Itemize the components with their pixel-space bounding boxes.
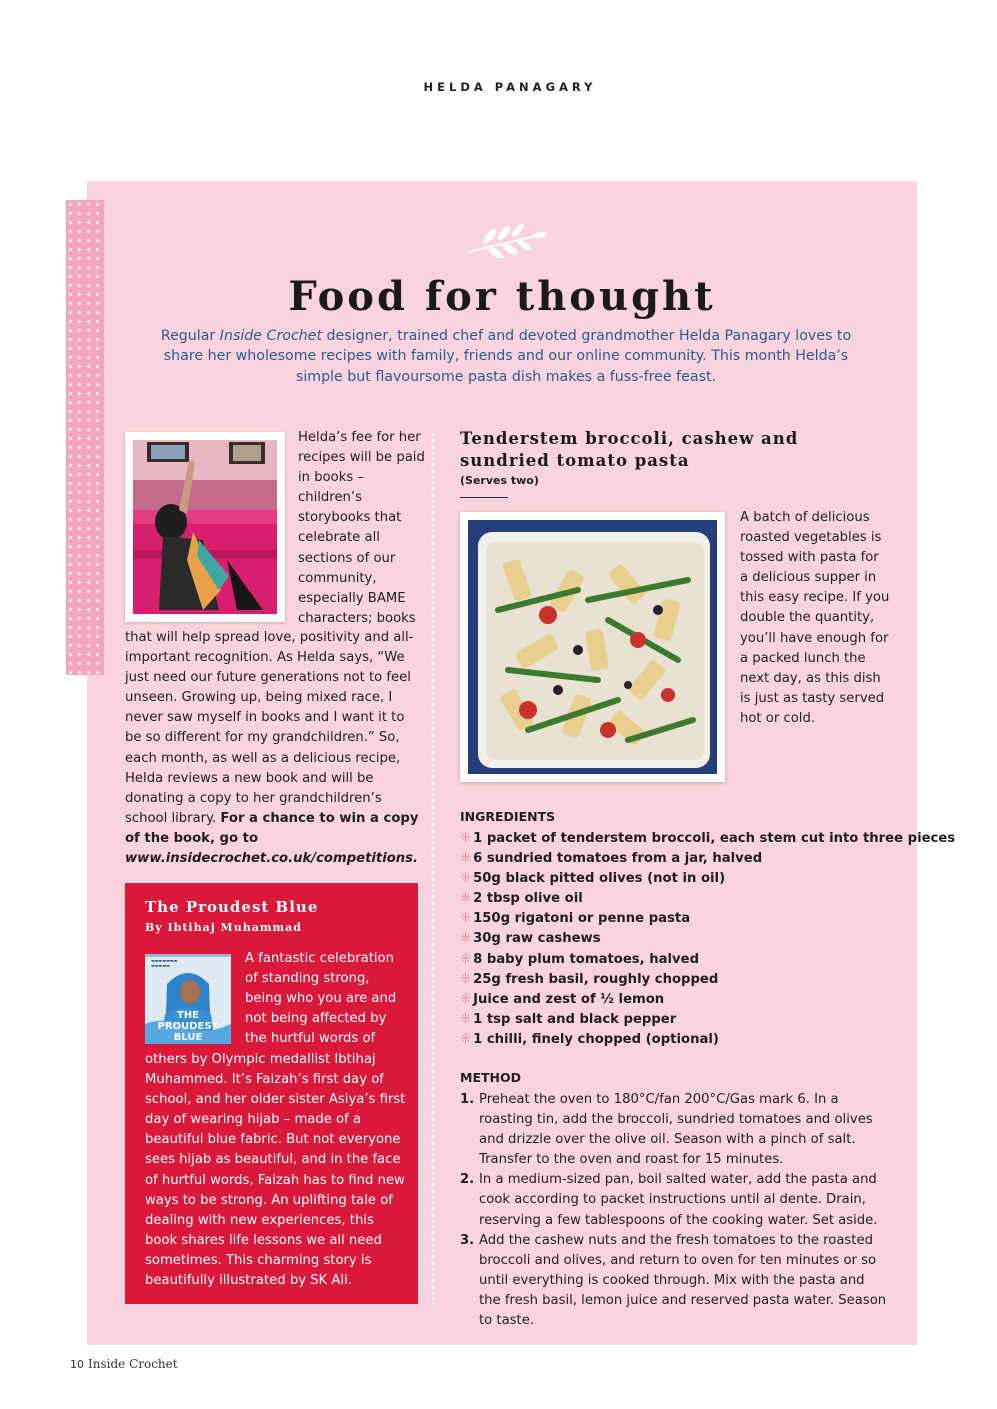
ingredient-item (460, 990, 900, 1010)
pasta-photo (468, 520, 717, 774)
flower-bullet-icon: ⁜ (460, 911, 472, 927)
step-text: Add the cashew nuts and the fresh tomatoes to the roasted broccoli and olives, and return to oven for ten minutes or so until everything is cooked through. Mix with the pasta and the fresh basil, lemon juice and reserved pasta water. Season to taste. (479, 1232, 887, 1329)
ingredient-text: 1 chilli, finely chopped (optional) (473, 1031, 719, 1047)
ingredient-item (460, 849, 900, 869)
recipe-intro: A batch of delicious roasted vegetables is tossed with pasta for a delicious supper in this easy recipe. If you double the quantity, you’ll have enough for a packed lunch the next day, as this dish is just as tasty served hot or cold. (740, 510, 890, 726)
helda-fee-text: Helda’s fee for her recipes will be paid in books – children’s storybooks that celebrate all sections of our community, especially BAME characters; books (298, 430, 425, 626)
step-text: In a medium-sized pan, boil salted water, add the pasta and cook according to packet instructions until al dente. Drain, reserving a few tablespoons of the cooking water. Set aside. (479, 1172, 878, 1228)
ingredient-text: 1 tsp salt and black pepper (473, 1011, 677, 1027)
article-intro (160, 326, 852, 387)
step-number: 3. (460, 1232, 475, 1248)
column-divider (431, 432, 435, 1304)
book-review-box (125, 883, 418, 1304)
page-footer (70, 1357, 178, 1371)
book-description-continued: others by Olympic medallist Ibtihaj Muhammed. It’s Faizah’s first day of school, and her older sister Asiya’s first day of wearing hijab – made of a beautiful blue fabric. But not everyone sees hijab as beautiful, and in the face of hurtful words, Faizah has to find new ways to be strong. An uplifting tale of dealing with new experiences, this book shares life lessons we all need sometimes. This charming story is beautifully illustrated by SK Ali. (145, 1052, 406, 1289)
ingredient-item (460, 1010, 900, 1030)
competition-cta-text: For a chance to win a copy of the book, go to (125, 810, 419, 846)
ingredient-item (460, 950, 900, 970)
flower-bullet-icon: ⁜ (460, 1031, 472, 1047)
footer-magazine-name: Inside Crochet (88, 1357, 178, 1371)
flower-bullet-icon: ⁜ (460, 831, 472, 846)
leaf-branch-icon (462, 222, 550, 258)
ingredient-text: 50g black pitted olives (not in oil) (473, 871, 726, 887)
ingredient-item (460, 829, 956, 849)
helda-body: that will help spread love, positivity and all-important recognition. As Helda says, “We just need our future generations not to feel unseen. Growing up, being mixed race, I never saw myself in books and I want it to be so different for my grandchildren.” So, each month, as well as a delicious recipe, Helda reviews a new book and will be donating a copy to her grandchildren’s school library. (125, 630, 414, 826)
flower-bullet-icon: ⁜ (460, 1011, 472, 1027)
polka-dot-ribbon (66, 200, 104, 675)
step-number: 1. (460, 1092, 475, 1107)
intro-text-end: designer, trained chef and devoted grandmother Helda Panagary loves to share her wholesome recipes with family, friends and our online community. This month Helda’s simple but flavoursome pasta dish makes a fuss-free feast. (163, 328, 852, 385)
ingredient-item (460, 1030, 900, 1050)
ingredient-item (460, 929, 900, 949)
flower-bullet-icon: ⁜ (460, 951, 472, 967)
competition-link[interactable]: www.insidecrochet.co.uk/competitions. (125, 851, 419, 867)
step-number: 2. (460, 1172, 475, 1188)
method-step (460, 1090, 890, 1170)
ingredient-item (460, 869, 900, 889)
ingredient-text: 2 tbsp olive oil (473, 891, 583, 907)
ingredient-item (460, 889, 900, 909)
page-number: 10 (70, 1358, 84, 1371)
ingredient-text: 1 packet of tenderstem broccoli, each stem cut into three pieces (473, 831, 956, 846)
book-author: By Ibtihaj Muhammad (145, 921, 302, 934)
ingredient-text: 25g fresh basil, roughly chopped (473, 971, 719, 987)
recipe-serves: (Serves two) (460, 474, 539, 487)
pasta-photo-frame (460, 512, 725, 782)
method-step (460, 1231, 890, 1331)
flower-bullet-icon: ⁜ (460, 871, 472, 887)
helda-photo-frame (125, 432, 285, 622)
flower-bullet-icon: ⁜ (460, 891, 472, 907)
flower-bullet-icon: ⁜ (460, 971, 472, 987)
ingredient-text: 8 baby plum tomatoes, halved (473, 951, 700, 967)
magazine-name: Inside Crochet (219, 328, 323, 344)
book-cover-image (145, 954, 231, 1044)
ingredient-item (460, 909, 900, 929)
recipe-title: Tenderstem broccoli, cashew and sundried tomato pasta (460, 429, 799, 470)
flower-bullet-icon: ⁜ (460, 991, 472, 1007)
ingredient-text: 150g rigatoni or penne pasta (473, 911, 691, 927)
book-cover-subtitle-lines: ▬▬▬▬▬▬▬ ▬▬▬▬▬ (151, 958, 178, 968)
ingredient-item (460, 970, 900, 990)
flower-bullet-icon: ⁜ (460, 931, 472, 947)
helda-photo (133, 440, 277, 614)
ingredient-text: Juice and zest of ½ lemon (473, 991, 665, 1007)
book-title: The Proudest Blue (145, 898, 319, 916)
ingredient-text: 6 sundried tomatoes from a jar, halved (473, 851, 763, 867)
method-steps (460, 1090, 890, 1331)
flower-bullet-icon: ⁜ (460, 851, 472, 867)
step-text: Preheat the oven to 180°C/fan 200°C/Gas mark 6. In a roasting tin, add the broccoli, sundried tomatoes and olives and drizzle over the olive oil. Season with a pinch of salt. Transfer to the oven and roast for 15 minutes. (479, 1092, 873, 1168)
serves-underline (460, 497, 508, 498)
article-title: Food for thought (288, 273, 716, 320)
book-cover-title: THE PROUDEST BLUE (157, 1010, 219, 1043)
intro-text-start: Regular (160, 328, 220, 344)
method-step (460, 1170, 890, 1230)
ingredients-heading: INGREDIENTS (460, 809, 556, 824)
ingredients-list (460, 829, 956, 1050)
ingredient-text: 30g raw cashews (473, 931, 601, 947)
book-description-start: A fantastic celebration of standing strong, being who you are and not being affected by the hurtful words of (245, 951, 397, 1047)
header-author-name: HELDA PANAGARY (423, 80, 597, 94)
method-heading: METHOD (460, 1070, 521, 1085)
helda-body-text (125, 628, 425, 869)
